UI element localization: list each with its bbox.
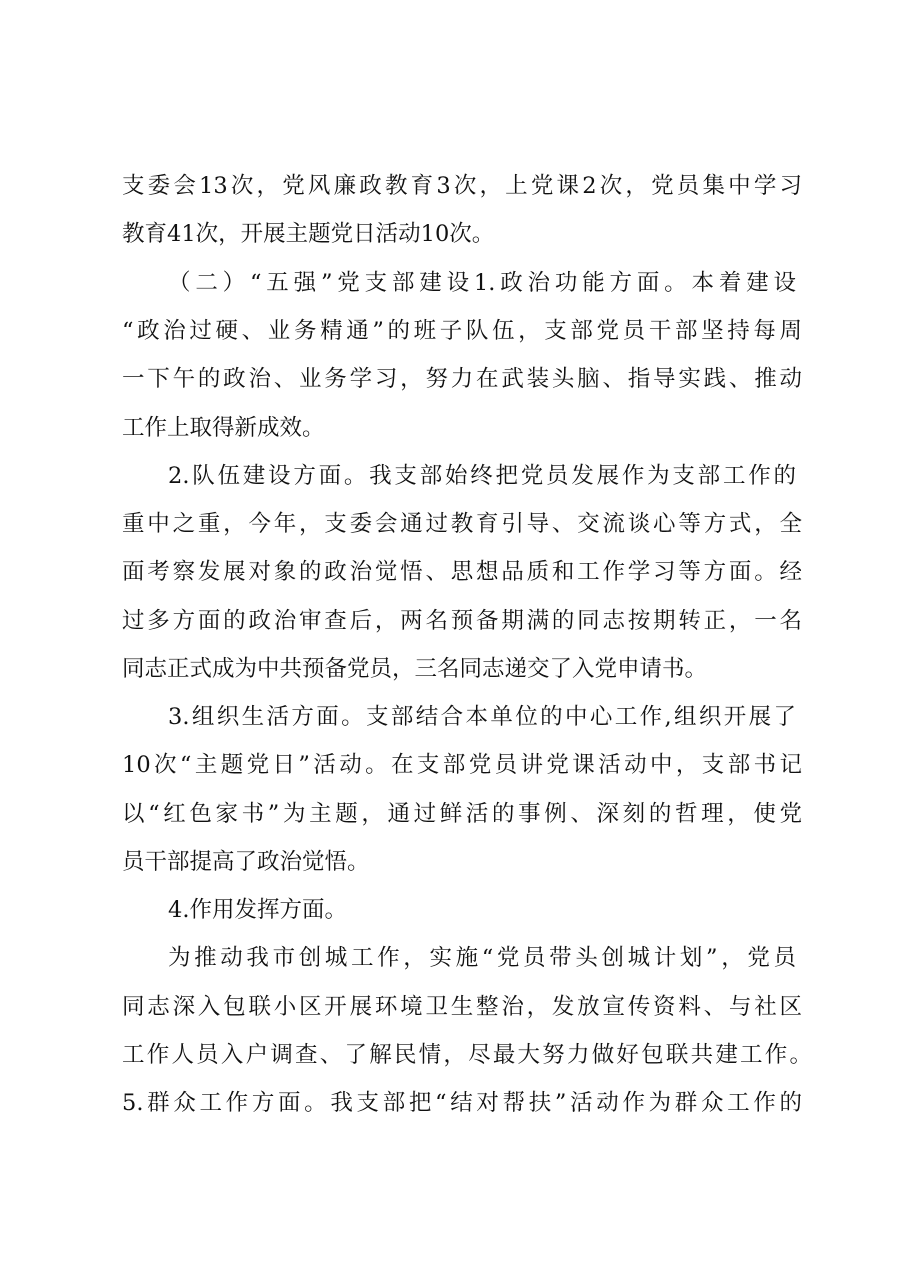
text-line: “政治过硬、业务精通”的班子队伍，支部党员干部坚持每周: [122, 318, 802, 344]
text-line: 为推动我市创城工作，实施“党员带头创城计划”，党员: [168, 945, 796, 971]
text-line: 支委会13次，党风廉政教育3次，上党课2次，党员集中学习: [122, 173, 802, 199]
text-line: 10次“主题党日”活动。在支部党员讲党课活动中，支部书记: [122, 752, 802, 778]
text-line: 4.作用发挥方面。: [168, 897, 347, 923]
text-line: 工作上取得新成效。: [122, 415, 325, 441]
text-line: 重中之重，今年，支委会通过教育引导、交流谈心等方式，全: [122, 511, 802, 537]
text-line: 工作人员入户调查、了解民情，尽最大努力做好包联共建工作。: [122, 1042, 812, 1068]
text-line: 2.队伍建设方面。我支部始终把党员发展作为支部工作的: [168, 463, 796, 489]
text-line: 员干部提高了政治觉悟。: [122, 849, 370, 875]
text-line: 同志深入包联小区开展环境卫生整治，发放宣传资料、与社区: [122, 994, 802, 1020]
text-line: 面考察发展对象的政治觉悟、思想品质和工作学习等方面。经: [122, 559, 802, 585]
text-line: 以“红色家书”为主题，通过鲜活的事例、深刻的哲理，使党: [122, 801, 802, 827]
text-line: 过多方面的政治审查后，两名预备期满的同志按期转正，一名: [122, 608, 802, 634]
text-line: 教育41次，开展主题党日活动10次。: [122, 221, 495, 247]
text-line: 3.组织生活方面。支部结合本单位的中心工作,组织开展了: [168, 704, 796, 730]
text-line: 5.群众工作方面。我支部把“结对帮扶”活动作为群众工作的: [122, 1090, 802, 1116]
text-line: 一下午的政治、业务学习，努力在武装头脑、指导实践、推动: [122, 366, 802, 392]
text-line: （二）“五强”党支部建设1.政治功能方面。本着建设: [168, 270, 796, 296]
text-line: 同志正式成为中共预备党员，三名同志递交了入党申请书。: [122, 656, 708, 682]
